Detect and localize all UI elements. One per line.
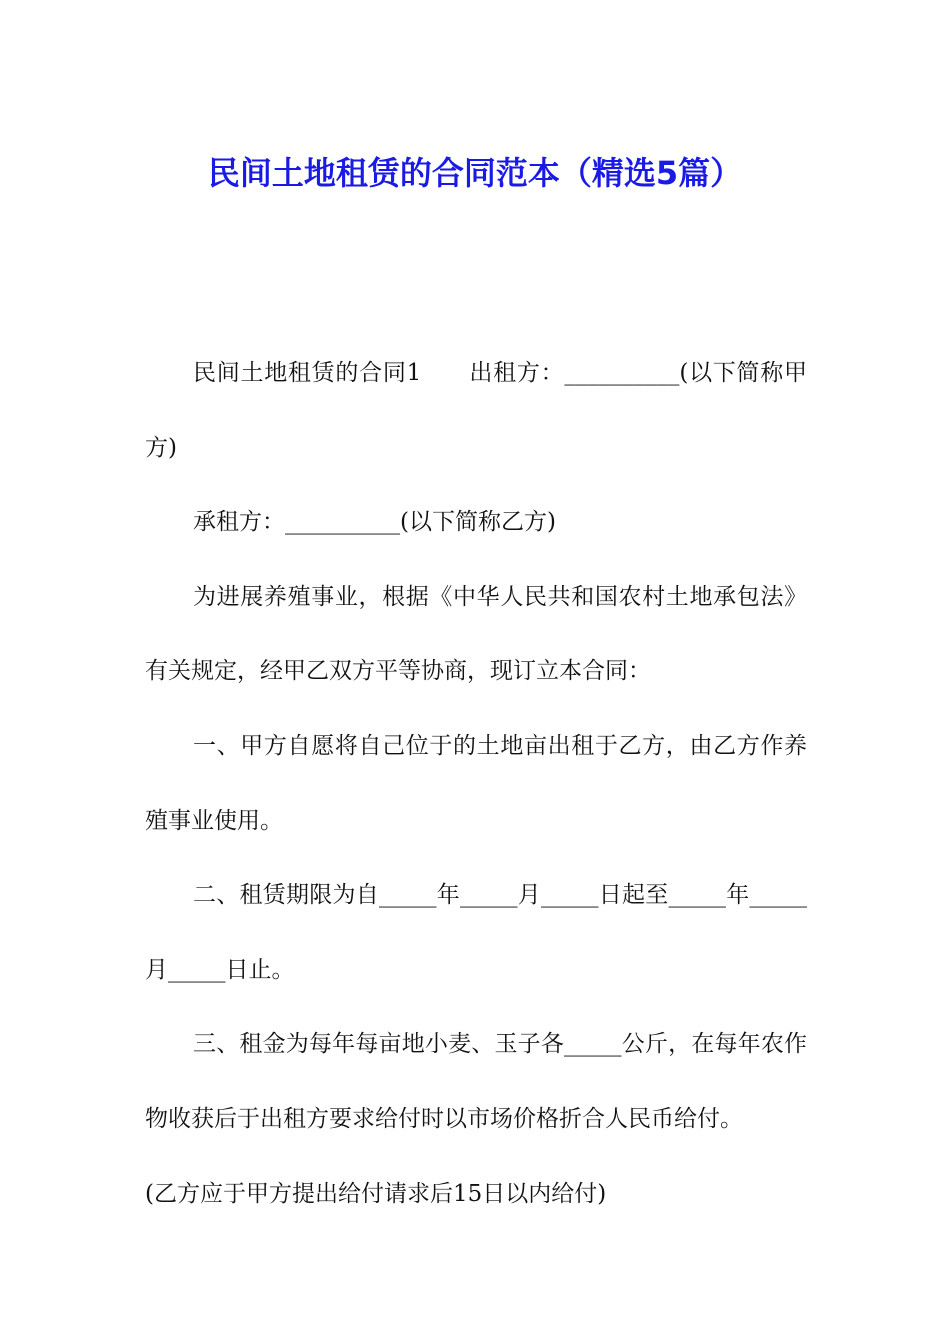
document-body: [145, 336, 807, 1231]
paragraph-lessor: 民间土地租赁的合同1 出租方：__________(以下简称甲方): [145, 360, 807, 461]
document-title: 民间土地租赁的合同范本（精选5篇）: [207, 154, 743, 193]
paragraph-clause-2: 二、租赁期限为自_____年_____月_____日起至_____年_____月_____日止。: [145, 882, 807, 983]
paragraph-preamble: 为进展养殖事业，根据《中华人民共和国农村土地承包法》有关规定，经甲乙双方平等协商，现订立本合同：: [145, 583, 807, 685]
paragraph-clause-3: 三、租金为每年每亩地小麦、玉子各_____公斤，在每年农作物收获后于出租方要求给付时以市场价格折合人民币给付。: [145, 1031, 807, 1132]
paragraph-payment-note: (乙方应于甲方提出给付请求后15日以内给付): [145, 1180, 607, 1207]
paragraph-lessee: 承租方：__________(以下简称乙方): [193, 509, 556, 536]
paragraph-clause-1: 一、甲方自愿将自己位于的土地亩出租于乙方，由乙方作养殖事业使用。: [145, 732, 807, 834]
